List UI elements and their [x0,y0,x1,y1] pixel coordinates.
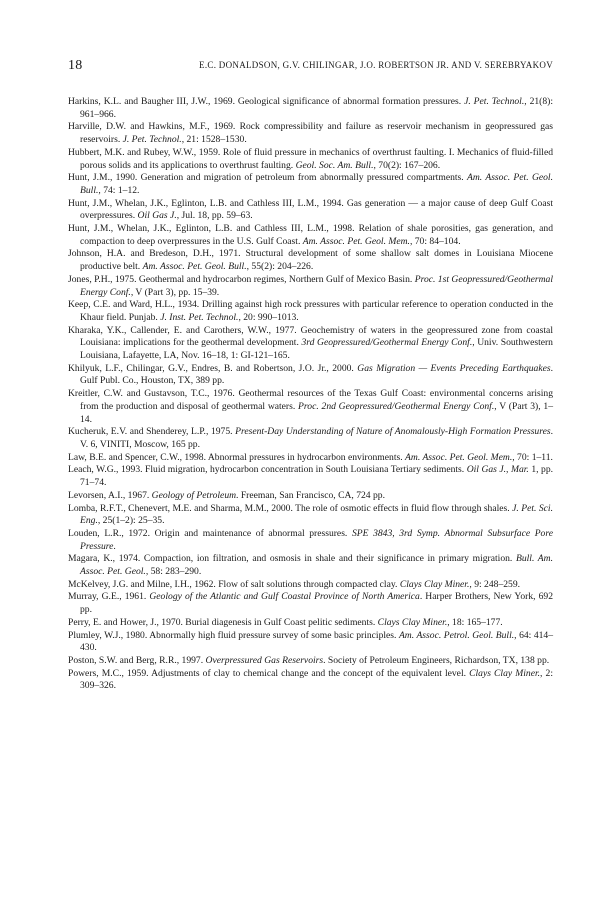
reference-details: . V. 6, VINITI, Moscow, 165 pp. [80,426,554,450]
reference-text: Kreitler, C.W. and Gustavson, T.C., 1976. Geothermal resources of the Texas Gulf Coast: environmental concerns arising from the production and disposal of geothermal waters. [68,388,553,412]
reference-source: Am. Assoc. Pet. Geol. Mem. [302,235,410,247]
reference-details: . Society of Petroleum Engineers, Richardson, TX, 138 pp. [323,654,550,666]
reference-details: . Harper Brothers, New York, 692 pp. [80,591,554,616]
reference-details: , Jul. 18, pp. 59–63. [176,210,253,222]
reference-source: Clays Clay Miner. [399,578,470,590]
reference-details: 1, pp. 71–74. [80,464,554,489]
reference-entry [68,464,553,489]
reference-source: Am. Assoc. Pet. Geol. Mem. [405,451,513,463]
reference-text: Powers, M.C., 1959. Adjustments of clay to chemical change and the concept of the equivalent level. [68,667,470,679]
reference-text: Johnson, H.A. and Bredeson, D.H., 1971. Structural development of some shallow salt domes in Louisiana Miocene productive belt. [68,248,553,273]
reference-text: Magara, K., 1974. Compaction, ion filtration, and osmosis in shale and their significance in primary migration. [68,553,516,565]
reference-entry [68,452,553,465]
reference-source: Proc. 2nd Geopressured/Geothermal Energy Conf. [298,400,495,412]
reference-entry [68,172,553,197]
reference-text: Hunt, J.M., Whelan, J.K., Eglinton, L.B. and Cathless III, L.M., 1994. Gas generation — a major cause of deep Gulf Coast overpressures. [68,197,553,222]
reference-source: J. Pet. Technol. [464,96,525,107]
reference-details: , 55(2): 204–226. [246,261,314,273]
reference-source: Am. Assoc. Pet. Geol. Bull. [142,261,247,273]
reference-details: , 18: 165–177. [447,616,503,628]
reference-details: , 21(8): 961–966. [80,96,554,120]
reference-source: J. Pet. Technol. [122,134,182,146]
reference-entry [68,121,553,146]
reference-source: Geology of Petroleum [151,489,237,501]
reference-details: , 70: 1–11. [512,451,553,463]
reference-text: Keep, C.E. and Ward, H.L., 1934. Drilling against high rock pressures with particular reference to operation conducted in the Khaur field. Punjab. [68,299,553,323]
reference-source: Overpressured Gas Reservoirs [205,654,324,666]
reference-source: J. Inst. Pet. Technol. [160,311,239,323]
reference-text: Leach, W.G., 1993. Fluid migration, hydrocarbon concentration in South Louisiana Tertiary sediments. [68,464,467,476]
reference-source: Am. Assoc. Pet. Geol. Bull. [80,172,553,196]
reference-text: McKelvey, J.G. and Milne, I.H., 1962. Flow of salt solutions through compacted clay. [68,578,400,590]
reference-details: , 74: 1–12. [98,184,140,196]
reference-entry [68,223,553,248]
reference-text: Poston, S.W. and Berg, R.R., 1997. [68,654,206,666]
reference-details: . [113,540,116,552]
reference-details: , 20: 990–1013. [238,311,299,323]
reference-source: Present-Day Understanding of Nature of Anomalously-High Formation Pressures [235,426,551,438]
reference-text: Murray, G.E., 1961. [68,591,150,603]
page-header [68,58,553,74]
reference-details: , 70: 84–104. [409,235,461,247]
reference-source: Geology of the Atlantic and Gulf Coastal Province of North America [149,591,420,603]
reference-source: J. Pet. Sci. Eng. [80,502,553,527]
reference-source: Proc. 1st Geopressured/Geothermal Energy Conf. [80,273,554,298]
reference-entry [68,490,553,503]
reference-details: , 70(2): 167–206. [373,159,441,171]
reference-entry [68,274,553,299]
reference-source: Clays Clay Miner. [469,667,541,679]
reference-text: Lomba, R.F.T., Chenevert, M.E. and Sharma, M.M., 2000. The role of osmotic effects in fluid flow through shales. [68,502,513,514]
reference-source: 3rd Geopressured/Geothermal Energy Conf. [301,337,473,349]
reference-text: Perry, E. and Hower, J., 1970. Burial diagenesis in Gulf Coast pelitic sediments. [68,616,378,628]
reference-entry [68,630,553,655]
reference-details: , 21: 1528–1530. [181,134,247,146]
reference-text: Hunt, J.M., Whelan, J.K., Eglinton, L.B. and Cathless III, L.M., 1998. Relation of shale porosities, gas generation, and compaction to deep overpressures in the U.S. Gulf Coast. [68,223,553,247]
reference-details: , Univ. Southwestern Louisiana, Lafayette, LA, Nov. 16–18, 1: GI-121–165. [80,337,553,362]
reference-text: Plumley, W.J., 1980. Abnormally high fluid pressure survey of some basic principles. [68,629,399,641]
reference-source: Gas Migration — Events Preceding Earthquakes [357,362,551,374]
reference-source: Clays Clay Miner. [377,616,448,628]
reference-details: . Freeman, San Francisco, CA, 724 pp. [236,489,385,501]
reference-details: , 64: 414–430. [80,629,554,654]
reference-entry [68,325,553,363]
reference-text: Louden, L.R., 1972. Origin and maintenance of abnormal pressures. [68,527,352,539]
reference-text: Hubbert, M.K. and Rubey, W.W., 1959. Role of fluid pressure in mechanics of overthrust faulting. I. Mechanics of fluid-filled porous solids and its applications to overthrust faulting. [68,146,553,171]
reference-source: SPE 3843, 3rd Symp. Abnormal Subsurface Pore Pressure [80,527,553,552]
reference-list [68,96,553,693]
reference-entry [68,528,553,553]
reference-entry [68,96,553,121]
running-head: E.C. DONALDSON, G.V. CHILINGAR, J.O. ROBERTSON JR. AND V. SEREBRYAKOV [199,60,553,70]
reference-text: Hunt, J.M., 1990. Generation and migration of petroleum from abnormally pressured compartments. [68,172,467,184]
reference-text: Khilyuk, L.F., Chilingar, G.V., Endres, B. and Robertson, J.O. Jr., 2000. [68,362,358,374]
reference-entry [68,388,553,426]
reference-entry [68,147,553,172]
reference-entry [68,579,553,592]
page-number: 18 [68,58,83,73]
reference-text: Law, B.E. and Spencer, C.W., 1998. Abnormal pressures in hydrocarbon environments. [68,451,406,463]
reference-entry [68,426,553,451]
reference-details: , V (Part 3), pp. 15–39. [130,286,220,298]
reference-entry [68,655,553,668]
reference-source: Geol. Soc. Am. Bull. [295,159,374,171]
reference-source: Oil Gas J., Mar. [466,464,529,476]
reference-text: Harkins, K.L. and Baugher III, J.W., 1969. Geological significance of abnormal formation pressures. [68,96,465,107]
reference-text: Kharaka, Y.K., Callender, E. and Carothers, W.W., 1977. Geochemistry of waters in the geopressured zone from coastal Louisiana: implications for the geothermal development. [68,324,553,349]
reference-details: . Gulf Publ. Co., Houston, TX, 389 pp. [80,362,554,387]
reference-entry [68,198,553,223]
reference-details: , 9: 248–259. [469,578,521,590]
reference-source: Bull. Am. Assoc. Pet. Geol. [80,553,553,578]
reference-text: Harville, D.W. and Hawkins, M.F., 1969. Rock compressibility and failure as reservoir mechanism in geopressured gas reservoirs. [68,121,553,146]
reference-entry [68,248,553,273]
reference-text: Kucheruk, E.V. and Shenderey, L.P., 1975. [68,426,236,438]
reference-details: , 25(1–2): 25–35. [97,515,165,527]
reference-details: , 58: 283–290. [145,566,202,578]
reference-entry [68,553,553,578]
reference-details: , 2: 309–326. [80,667,553,692]
reference-entry [68,591,553,616]
reference-text: Levorsen, A.I., 1967. [68,489,152,501]
reference-entry [68,503,553,528]
reference-details: , V (Part 3), 1–14. [80,400,553,425]
reference-text: Jones, P.H., 1975. Geothermal and hydrocarbon regimes, Northern Gulf of Mexico Basin. [68,273,415,285]
reference-entry [68,668,553,693]
reference-source: Am. Assoc. Petrol. Geol. Bull. [398,629,515,641]
reference-entry [68,299,553,324]
reference-entry [68,617,553,630]
reference-entry [68,363,553,388]
reference-source: Oil Gas J. [137,210,177,222]
